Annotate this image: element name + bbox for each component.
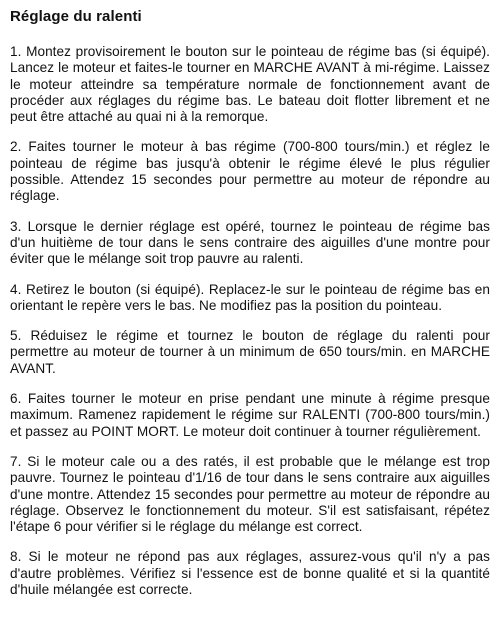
- step-5-paragraph: 5. Réduisez le régime et tournez le bouton de réglage du ralenti pour permettre au moteur de tourner à un minimum de 650 tours/min. en MARCHE AVANT.: [10, 328, 490, 376]
- page-title: Réglage du ralenti: [10, 8, 142, 25]
- step-4-paragraph: 4. Retirez le bouton (si équipé). Replacez-le sur le pointeau de régime bas en orientant le repère vers le bas. Ne modifiez pas la position du pointeau.: [10, 281, 490, 313]
- step-list: [10, 44, 490, 598]
- step-2-paragraph: 2. Faites tourner le moteur à bas régime (700-800 tours/min.) et réglez le pointeau de régime bas jusqu'à obtenir le régime élevé le plus régulier possible. Attendez 15 secondes pour permettre au moteur de répondre au réglage.: [10, 139, 490, 204]
- step-8-paragraph: 8. Si le moteur ne répond pas aux réglages, assurez-vous qu'il n'y a pas d'autre problèmes. Vérifiez si l'essence est de bonne qualité et si la quantité d'huile mélangée est correcte.: [10, 549, 490, 598]
- step-6-paragraph: 6. Faites tourner le moteur en prise pendant une minute à régime presque maximum. Ramenez rapidement le régime sur RALENTI (700-800 tours/min.) et passez au POINT MORT. Le moteur doit continuer à tourner régulièrement.: [10, 391, 490, 439]
- step-3-paragraph: 3. Lorsque le dernier réglage est opéré, tournez le pointeau de régime bas d'un huitième de tour dans le sens contraire des aiguilles d'une montre pour éviter que le mélange soit trop pauvre au ralenti.: [10, 218, 490, 267]
- step-1-paragraph: 1. Montez provisoirement le bouton sur le pointeau de régime bas (si équipé). Lancez le moteur et faites-le tourner en MARCHE AVANT à mi-régime. Laissez le moteur atteindre sa température normale de fonctionnement avant de procéder aux réglages du régime bas. Le bateau doit flotter librement et ne peut être attaché au quai ni à la remorque.: [10, 44, 490, 125]
- step-7-paragraph: 7. Si le moteur cale ou a des ratés, il est probable que le mélange est trop pauvre. Tournez le pointeau d'1/16 de tour dans le sens contraire aux aiguilles d'une montre. Attendez 15 secondes pour permettre au moteur de répondre au réglage. Observez le fonctionnement du moteur. S'il est satisfaisant, répétez l'étape 6 pour vérifier si le réglage du mélange est correct.: [10, 453, 490, 535]
